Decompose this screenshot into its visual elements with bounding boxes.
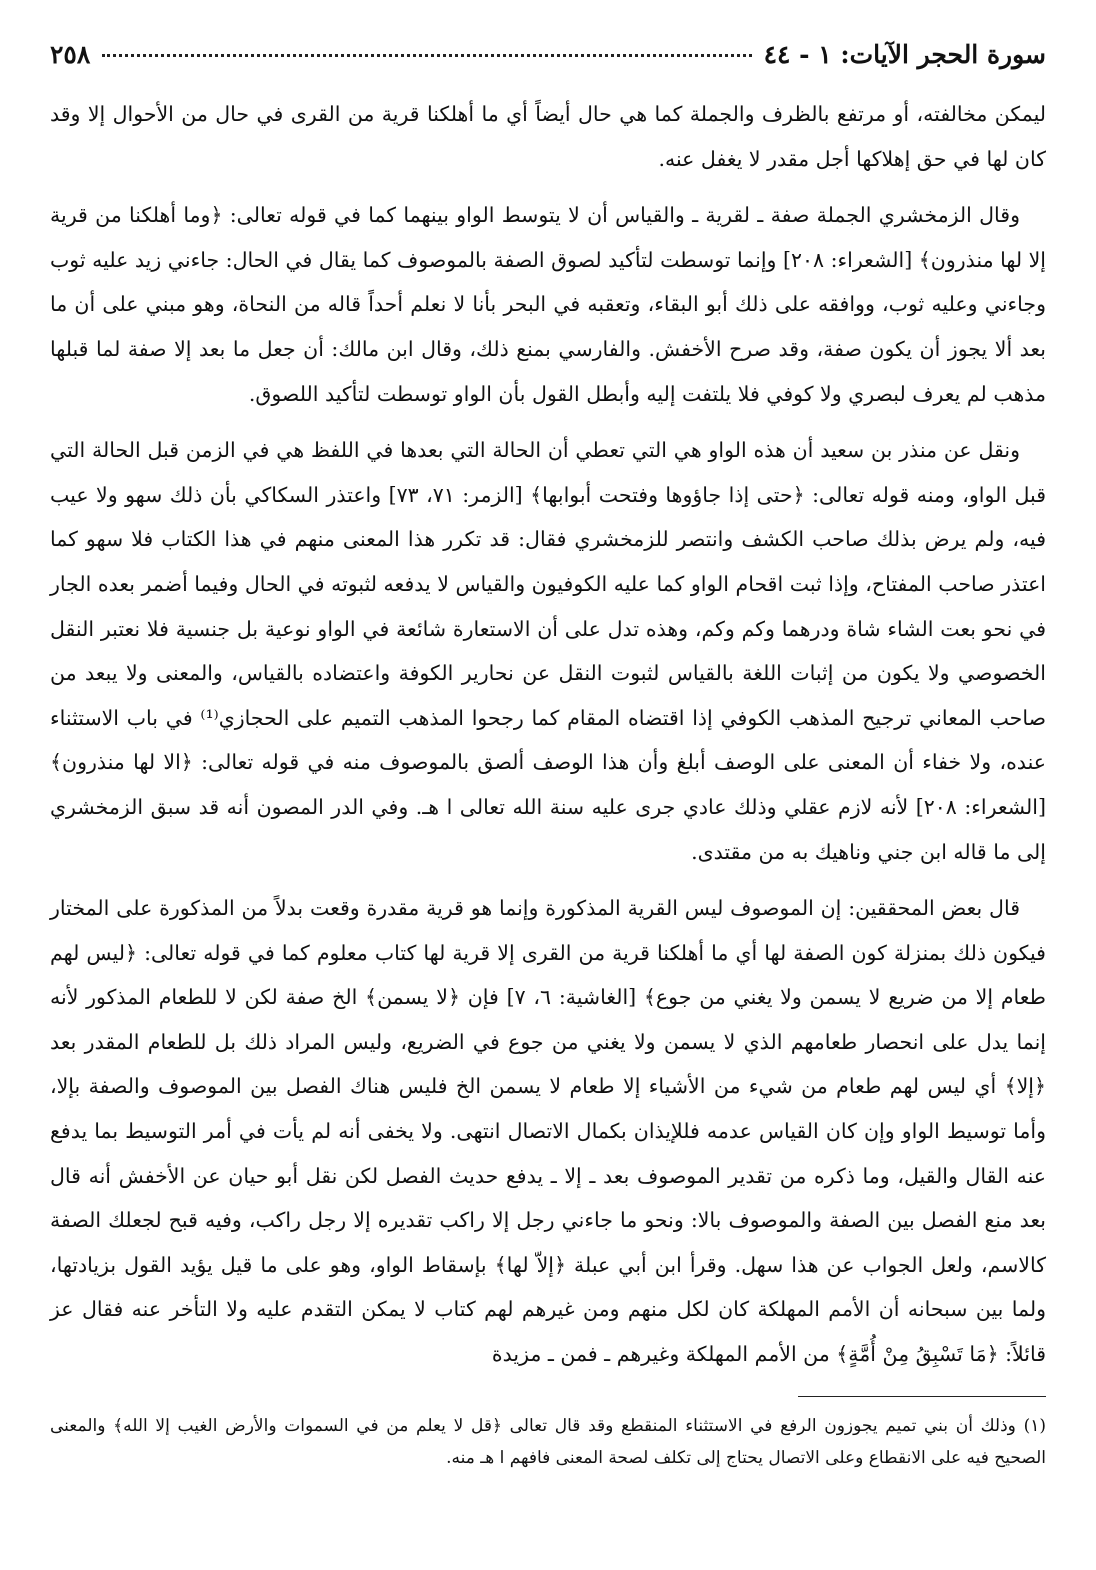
paragraph: قال بعض المحققين: إن الموصوف ليس القرية المذكورة وإنما هو قرية مقدرة وقعت بدلاً من المذكورة على المختار فيكون ذلك بمنزلة كون الصفة لها أي ما أهلكنا قرية من القرى إلا قرية لها كتاب معلوم كما في قوله تعالى: ﴿ليس لهم طعام إلا من ضريع لا يسمن ولا يغني من جوع﴾ [الغاشية: ٦، ٧] فإن ﴿لا يسمن﴾ الخ صفة لكن لا للطعام المذكور لأنه إنما يدل على انحصار طعامهم الذي لا يسمن ولا يغني من جوع في الضريع، وليس المراد ذلك بل للطعام المقدر بعد ﴿إلا﴾ أي ليس لهم طعام من شيء من الأشياء إلا طعام لا يسمن الخ فليس هناك الفصل بين الموصوف والصفة بإلا، وأما توسيط الواو وإن كان القياس عدمه فللإيذان بكمال الاتصال انتهى. ولا يخفى أنه لم يأت في أمر التوسيط بما يدفع عنه القال والقيل، وما ذكره من تقدير الموصوف بعد ـ إلا ـ يدفع حديث الفصل لكن نقل أبو حيان عن الأخفش أنه قال بعد منع الفصل بين الصفة والموصوف بالا: ونحو ما جاءني رجل إلا راكب تقديره إلا رجل راكب، وفيه قبح لجعلك الصفة كالاسم، ولعل الجواب عن هذا سهل. وقرأ ابن أبي عبلة ﴿إلاّ لها﴾ بإسقاط الواو، وهو على ما قيل يؤيد القول بزيادتها، ولما بين سبحانه أن الأمم المهلكة كان لكل منهم ومن غيرهم لهم كتاب لا يمكن التقدم عليه ولا التأخر عنه فقال عز قائلاً: ﴿مَا تَسْبِقُ مِنْ أُمَّةٍ﴾ من الأمم المهلكة وغيرهم ـ فمن ـ مزيدة [50,896,1046,1367]
footnotes [50,1410,1046,1474]
paragraph: وقال الزمخشري الجملة صفة ـ لقرية ـ والقياس أن لا يتوسط الواو بينهما كما في قوله تعالى: ﴿وما أهلكنا من قرية إلا لها منذرون﴾ [الشعراء: ٢٠٨] وإنما توسطت لتأكيد لصوق الصفة بالموصوف كما يقال في الحال: جاءني زيد عليه ثوب وجاءني وعليه ثوب، ووافقه على ذلك أبو البقاء، وتعقبه في البحر بأنا لا نعلم أحداً قاله من النحاة، وهو مبني على أن ما بعد ألا يجوز أن يكون صفة، وقد صرح الأخفش. والفارسي بمنع ذلك، وقال ابن مالك: أن جعل ما بعد إلا صفة لما قبلها مذهب لم يعرف لبصري ولا كوفي فلا يلتفت إليه وأبطل القول بأن الواو توسطت لتأكيد اللصوق. [50,203,1046,406]
main-text [50,92,1046,1377]
running-title: سورة الحجر الآيات: ١ - ٤٤ [763,40,1046,69]
footnote-divider [798,1396,1046,1397]
paragraph: ونقل عن منذر بن سعيد أن هذه الواو هي التي تعطي أن الحالة التي بعدها في اللفظ هي في الزمن قبل الحالة التي قبل الواو، ومنه قوله تعالى: ﴿حتى إذا جاؤوها وفتحت أبوابها﴾ [الزمر: ٧١، ٧٣] واعتذر السكاكي بأن ذلك سهو ولا عيب فيه، ولم يرض بذلك صاحب الكشف وانتصر للزمخشري فقال: قد تكرر هذا المعنى منهم في هذا الكتاب فلا سهو كما اعتذر صاحب المفتاح، وإذا ثبت اقحام الواو كما عليه الكوفيون والقياس لا يدفعه لثبوته في الحال وفيما أضمر بعده الجار في نحو بعت الشاء شاة ودرهما وكم وكم، وهذه تدل على أن الاستعارة شائعة في الواو نوعية بل جنسية فلا نعتبر النقل الخصوصي ولا يكون من إثبات اللغة بالقياس لثبوت النقل عن نحارير الكوفة واعتضاده بالقياس، والمعنى ولا يبعد من صاحب المعاني ترجيح المذهب الكوفي إذا اقتضاه المقام كما رجحوا المذهب التميم على الحجازي⁽¹⁾ في باب الاستثناء عنده، ولا خفاء أن المعنى على الوصف أبلغ وأن هذا الوصف ألصق بالموصوف منه في قوله تعالى: ﴿الا لها منذرون﴾ [الشعراء: ٢٠٨] لأنه لازم عقلي وذلك عادي جرى عليه سنة الله تعالى ا هـ. وفي الدر المصون أنه قد سبق الزمخشري إلى ما قاله ابن جني وناهيك به من مقتدى. [50,438,1046,864]
paragraph: ليمكن مخالفته، أو مرتفع بالظرف والجملة كما هي حال أيضاً أي ما أهلكنا قرية من القرى في حال من الأحوال إلا وقد كان لها في حق إهلاكها أجل مقدر لا يغفل عنه. [50,102,1046,171]
header-dotted-leader [102,54,751,57]
footnote: (١) وذلك أن بني تميم يجوزون الرفع في الاستثناء المنقطع وقد قال تعالى ﴿قل لا يعلم من في السموات والأرض الغيب إلا الله﴾ والمعنى الصحيح فيه على الانقطاع وعلى الاتصال يحتاج إلى تكلف لصحة المعنى فافهم ا هـ منه. [50,1416,1046,1468]
page-number: ٢٥٨ [50,40,91,69]
running-header [50,40,1046,92]
